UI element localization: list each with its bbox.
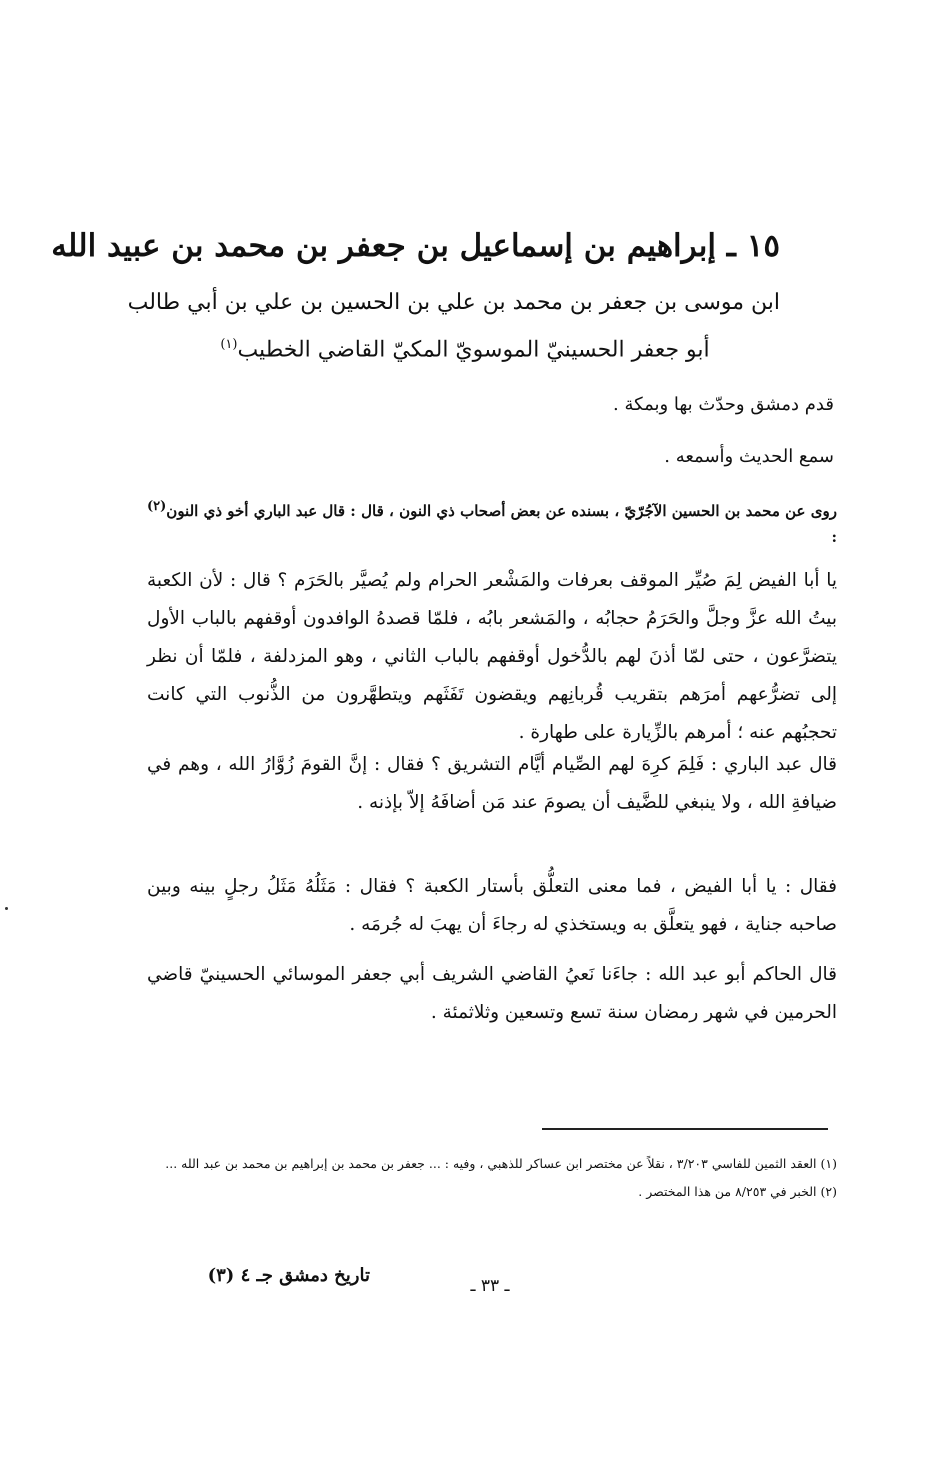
paragraph-2: قال عبد الباري : فَلِمَ كرِهَ لهم الصِّيام أيَّام التشريق ؟ فقال : إنَّ القومَ زُوَّارُ الله ، وهم في ضيافةِ الله ، ولا ينبغي للضَّيف أن يصومَ عند مَن أضافَهُ إلاّ بإذنه . [147, 754, 837, 813]
narration-text: روى عن محمد بن الحسين الآجُرّيّ ، بسنده عن بعض أصحاب ذي النون ، قال : قال عبد الباري أخو ذي النون [166, 502, 837, 520]
footnote-ref-1: (١) [220, 337, 238, 352]
running-footer: تاريخ دمشق جـ ٤ (٣) [207, 1265, 370, 1286]
footnote-separator [542, 1128, 828, 1130]
short-line-hadith: سمع الحديث وأسمعه . [664, 446, 834, 467]
entry-kunya-line [150, 328, 780, 367]
kunya-text: أبو جعفر الحسينيّ الموسويّ المكيّ القاضي الخطيب [237, 337, 710, 363]
scan-speck [5, 907, 8, 910]
entry-lineage-line: ابن موسى بن جعفر بن محمد بن علي بن الحسين بن علي بن أبي طالب [127, 290, 780, 315]
entry-title: ١٥ ـ إبراهيم بن إسماعيل بن جعفر بن محمد بن عبيد الله [51, 228, 780, 264]
narration-chain [147, 494, 837, 550]
footnotes [147, 1150, 837, 1206]
short-line-damascus: قدم دمشق وحدّث بها وبمكة . [613, 394, 834, 415]
footnote-ref-2: (٢) [147, 499, 167, 514]
paragraph-3: فقال : يا أبا الفيض ، فما معنى التعلُّق بأستار الكعبة ؟ فقال : مَثَلُهُ مَثَلُ رجلٍ بينه وبين صاحبه جناية ، فهو يتعلَّق به ويستخذي له رجاءَ أن يهبَ له جُرمَه . [147, 876, 837, 935]
paragraph-4: قال الحاكم أبو عبد الله : جاءَنا نَعيُ القاضي الشريف أبي جعفر الموسائي الحسينيّ قاضي الحرمين في شهر رمضان سنة تسع وتسعين وثلاثمئة . [147, 964, 837, 1023]
narration-tail: : [831, 528, 837, 546]
footnote-1: (١) العقد الثمين للفاسي ٣/٢٠٣ ، نقلاً عن مختصر ابن عساكر للذهبي ، وفيه : ... جعفر بن محمد بن إبراهيم بن محمد بن عبد الله ... [165, 1156, 837, 1171]
footnote-2: (٢) الخبر في ٨/٢٥٣ من هذا المختصر . [638, 1184, 837, 1199]
paragraph-1: يا أبا الفيض لِمَ صُيِّر الموقف بعرفات والمَشْعر الحرام ولم يُصيَّر بالحَرَم ؟ قال : لأن الكعبة بيتُ الله عزَّ وجلَّ والحَرَمُ حجابُه ، والمَشعر بابُه ، فلمّا قصدهُ الوافدون أوقفهم بالباب الأول يتضرَّعون ، حتى لمّا أذنَ لهم بالدُّخول أوقفهم بالباب الثاني ، وهو المزدلفة ، فلمّا أن نظر إلى تضرُّعهم أمرَهم بتقريب قُربانِهم ويقضون تَفَثَهم ويتطهَّرون من الذُّنوب التي كانت تحجبُهم عنه ؛ أمرهم بالزِّيارة على طهارة . [147, 570, 837, 743]
page-number: ـ ٣٣ ـ [470, 1276, 510, 1296]
